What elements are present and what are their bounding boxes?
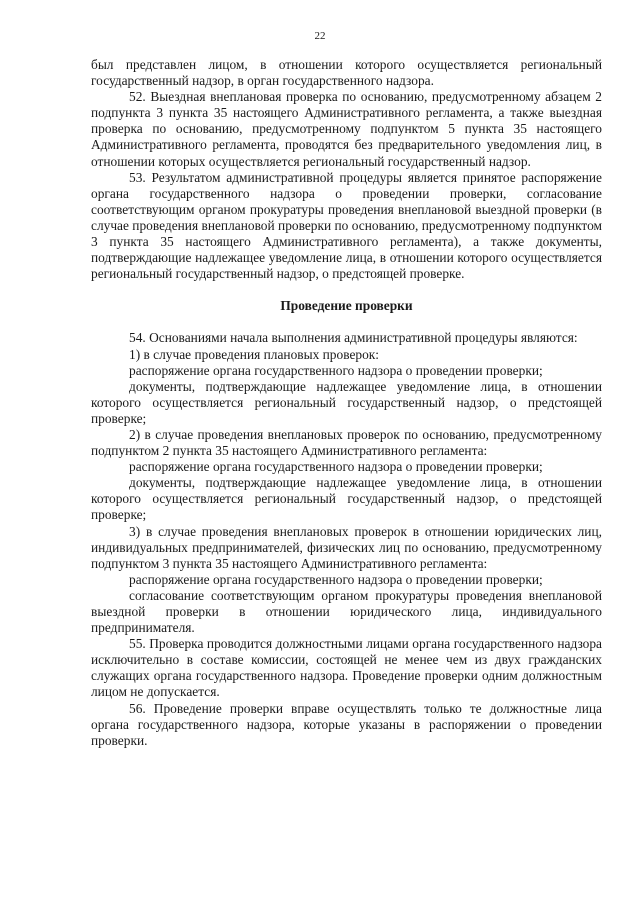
section-heading: Проведение проверки xyxy=(280,298,413,314)
list-item: 3) в случае проведения внеплановых проверок в отношении юридических лиц, индивидуальных предпринимателей, физических лиц по основанию, предусмотренному подпунктом 3 пункта 35 настоящего Административного регламента: xyxy=(91,523,602,571)
list-item: 2) в случае проведения внеплановых проверок по основанию, предусмотренному подпунктом 2 пункта 35 настоящего Административного регламента: xyxy=(91,426,602,459)
document-body xyxy=(91,57,602,749)
paragraph-55: 55. Проверка проводится должностными лицами органа государственного надзора исключительно в составе комиссии, состоящей не менее чем из двух гражданских служащих органа государственного надзора. Проведение проверки одним должностным лицом не допускается. xyxy=(91,636,602,700)
list-item: документы, подтверждающие надлежащее уведомление лица, в отношении которого осуществляется региональный государственный надзор, о предстоящей проверке; xyxy=(91,475,602,523)
list-item: распоряжение органа государственного надзора о проведении проверки; xyxy=(129,362,543,378)
paragraph-56: 56. Проведение проверки вправе осуществлять только те должностные лица органа государственного надзора, которые указаны в распоряжении о проведении проверки. xyxy=(91,700,602,748)
list-item: распоряжение органа государственного надзора о проведении проверки; xyxy=(129,459,543,475)
list-item: распоряжение органа государственного надзора о проведении проверки; xyxy=(129,571,543,587)
list-item: 1) в случае проведения плановых проверок: xyxy=(129,346,380,362)
page-number: 22 xyxy=(314,30,326,42)
paragraph: был представлен лицом, в отношении которого осуществляется региональный государственный надзор, в орган государственного надзора. xyxy=(91,57,602,89)
list-item: согласование соответствующим органом прокуратуры проведения внеплановой выездной проверки в отношении юридического лица, индивидуального предпринимателя. xyxy=(91,587,602,636)
paragraph-54: 54. Основаниями начала выполнения административной процедуры являются: xyxy=(129,330,578,346)
list-item: документы, подтверждающие надлежащее уведомление лица, в отношении которого осуществляется региональный государственный надзор, о предстоящей проверке; xyxy=(91,378,602,426)
paragraph-52: 52. Выездная внеплановая проверка по основанию, предусмотренному абзацем 2 подпункта 3 пункта 35 настоящего Административного регламента, а также выездная проверка по основанию, предусмотренному подпунктом 5 пункта 35 настоящего Административного регламента, проводятся без предварительного уведомления лиц, в отношении которых осуществляется региональный государственный надзор. xyxy=(91,89,602,169)
paragraph-53: 53. Результатом административной процедуры является принятое распоряжение органа государственного надзора о проведении проверки, согласование соответствующим органом прокуратуры проведения внеплановой выездной проверки (в случае проведения внеплановой проверки по основанию, предусмотренному подпунктом 3 пункта 35 настоящего Административного регламента), а также документы, подтверждающие надлежащее уведомление лица, в отношении которого осуществляется региональный государственный надзор, о предстоящей проверке. xyxy=(91,169,602,282)
